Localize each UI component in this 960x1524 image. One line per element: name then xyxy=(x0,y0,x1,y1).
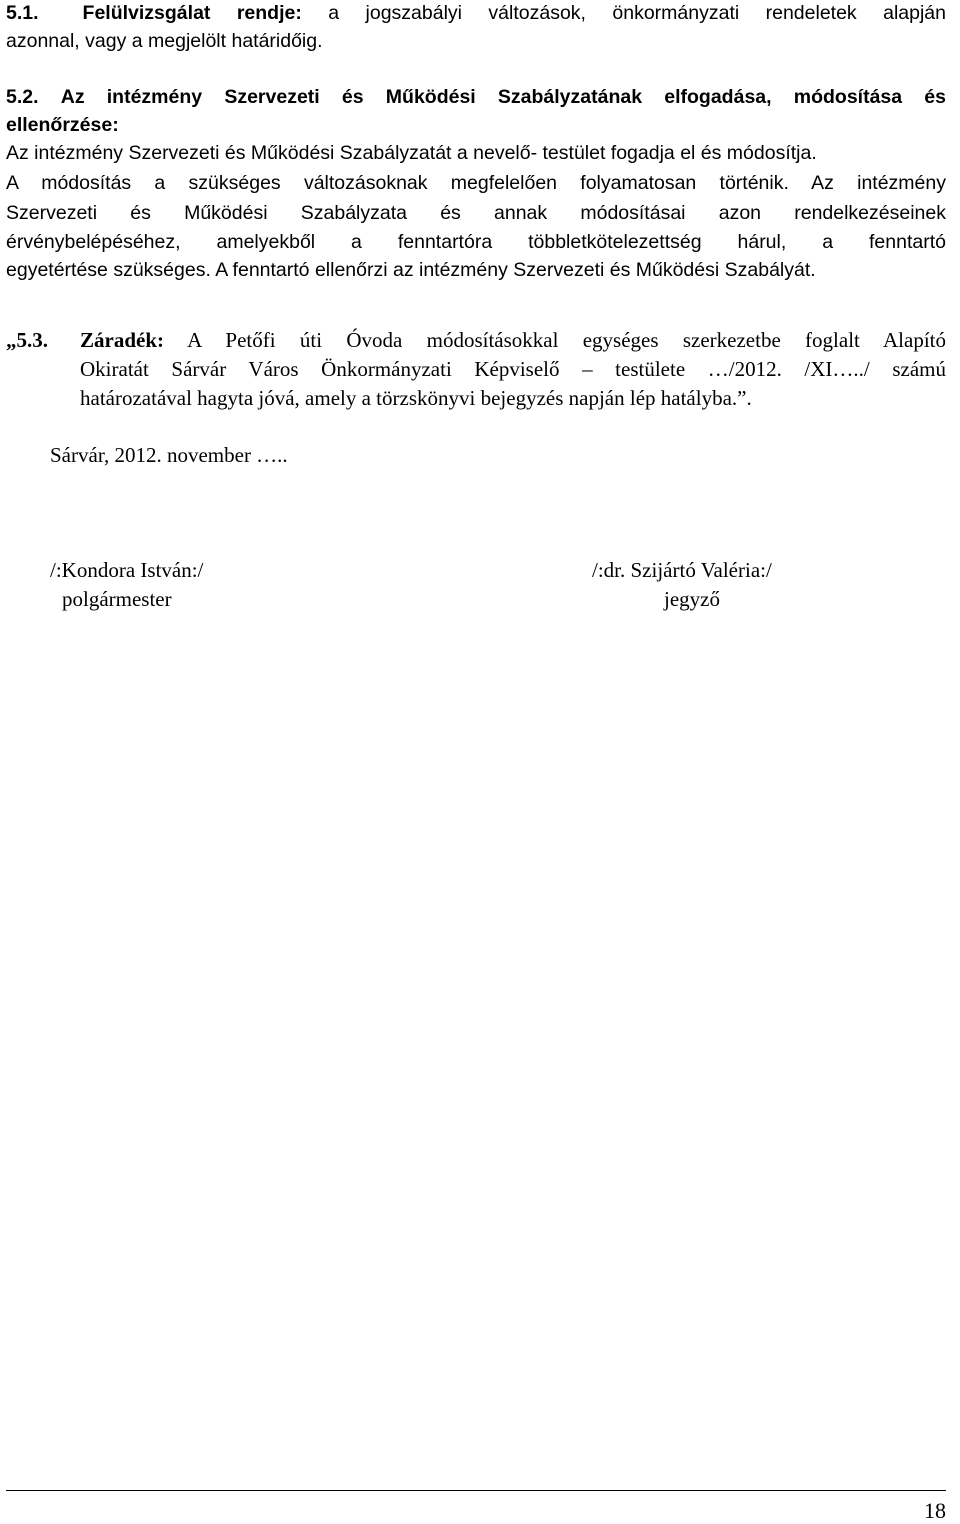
signature-right-name: /:dr. Szijártó Valéria:/ xyxy=(592,558,772,582)
section-5-1-line-1 xyxy=(6,2,946,25)
section-5-2-heading-line-1 xyxy=(6,86,946,109)
footer-rule xyxy=(6,1490,946,1491)
section-5-2-body-line-3: Szervezeti és Működési Szabályzata és annak módosításai azon rendelkezéseinek xyxy=(6,202,946,224)
section-5-3-line-2: Okiratát Sárvár Város Önkormányzati Képviselő – testülete …/2012. /XI…../ számú xyxy=(80,357,946,381)
signature-left-name: /:Kondora István:/ xyxy=(50,558,204,582)
section-5-1-text-2: azonnal, vagy a megjelölt határidőig. xyxy=(6,30,323,52)
section-5-2-heading-line-2 xyxy=(6,114,119,137)
section-5-1-first-line xyxy=(6,2,946,25)
signature-left-role: polgármester xyxy=(62,587,172,611)
section-5-3-line-3: határozatával hagyta jóvá, amely a törzskönyvi bejegyzés napján lép hatályba.”. xyxy=(80,386,752,410)
section-5-3-line-1 xyxy=(80,328,946,353)
page-number: 18 xyxy=(924,1498,946,1523)
section-5-3-number-text: „5.3. xyxy=(6,328,48,352)
section-5-2-body-line-1: Az intézmény Szervezeti és Működési Szabályzatát a nevelő- testület fogadja el és módosítja. xyxy=(6,142,817,164)
section-5-2-heading-text-2: ellenőrzése: xyxy=(6,114,119,136)
section-5-1-text-1: a jogszabályi változások, önkormányzati rendeletek alapján xyxy=(301,2,946,24)
section-5-2-body-line-5: egyetértése szükséges. A fenntartó ellenőrzi az intézmény Szervezeti és Működési Szabályát. xyxy=(6,259,816,281)
section-5-2-body-line-2: A módosítás a szükséges változásoknak megfelelően folyamatosan történik. Az intézmény xyxy=(6,172,946,194)
section-5-3-number xyxy=(6,328,48,353)
section-5-2-number: 5.2. xyxy=(6,86,39,108)
section-5-2-body-line-4: érvénybelépéséhez, amelyekből a fenntartóra többletkötelezettség hárul, a fenntartó xyxy=(6,231,946,253)
section-5-1-number: 5.1. xyxy=(6,2,39,24)
section-5-2-heading-text-1: Az intézmény Szervezeti és Működési Szabályzatának elfogadása, módosítása és xyxy=(60,86,946,108)
place-date: Sárvár, 2012. november ….. xyxy=(50,443,288,467)
signature-right-role: jegyző xyxy=(664,587,720,611)
section-5-3-title: Záradék: xyxy=(80,328,164,352)
section-5-3-text-1: A Petőfi úti Óvoda módosításokkal egységes szerkezetbe foglalt Alapító xyxy=(164,328,946,352)
section-5-1-title: Felülvizsgálat rendje: xyxy=(82,2,302,24)
